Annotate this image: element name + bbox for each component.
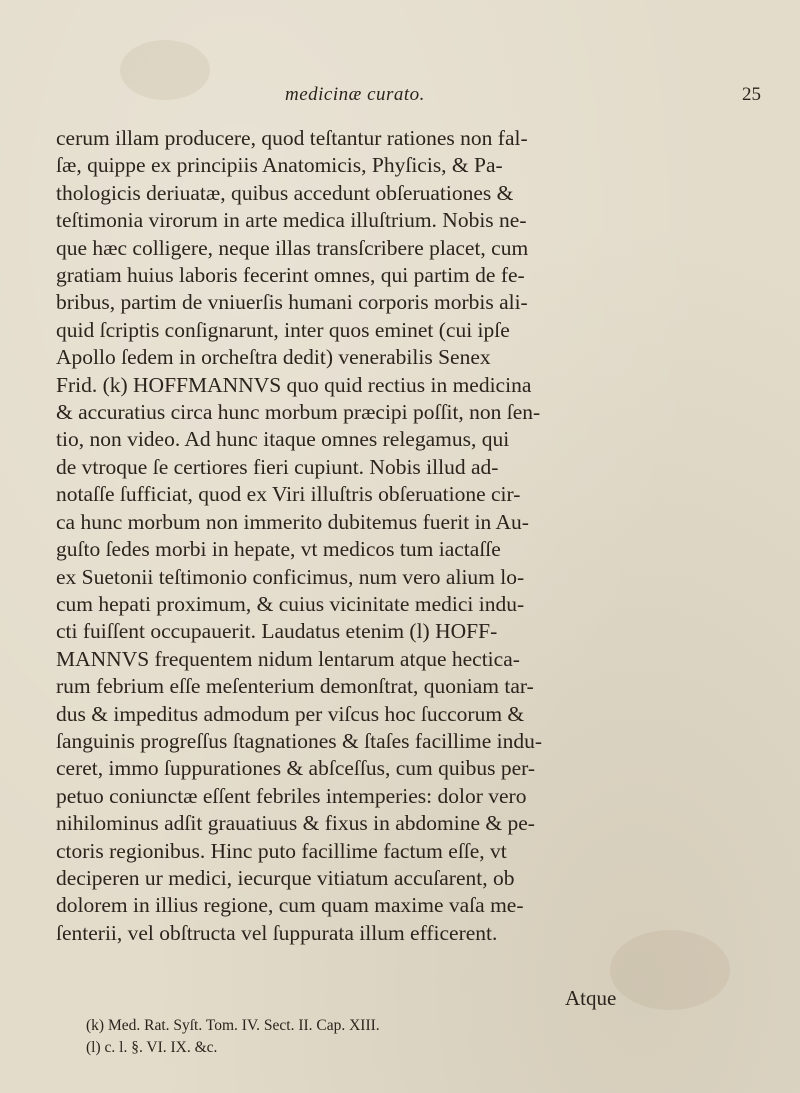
text-line: gratiam huius laboris fecerint omnes, qui partim de fe- <box>56 263 525 288</box>
text-line: thologicis deriuatæ, quibus accedunt obſeruationes & <box>56 180 514 205</box>
text-line: deciperen ur medici, iecurque vitiatum accuſarent, ob <box>56 865 515 890</box>
text-line: ſenterii, vel obſtructa vel ſuppurata illum efficerent. <box>56 920 498 945</box>
running-head <box>0 80 800 110</box>
text-line: MANNVS frequentem nidum lentarum atque hecticа- <box>56 646 520 671</box>
text-line: ex Suetonii teſtimonio conficimus, num vero alium lo- <box>56 564 525 589</box>
text-line: cti fuiſſent occupauerit. Laudatus etenim (l) HOFF- <box>56 619 498 644</box>
text-line: cerum illam producere, quod teſtantur rationes non fal- <box>56 126 528 150</box>
text-line: ctoris regionibus. Hinc puto facillime factum eſſe, vt <box>56 838 507 863</box>
text-line: que hæc colligere, neque illas transſcribere placet, cum <box>56 235 529 260</box>
footnotes <box>86 1015 380 1059</box>
text-line: teſtimonia virorum in arte medica illuſtrium. Nobis ne- <box>56 208 527 233</box>
text-line: guſto ſedes morbi in hepate, vt medicos tum iactaſſe <box>56 537 501 562</box>
running-title: medicinæ curato. <box>285 84 425 105</box>
text-line: & accuratius circa hunc morbum præcipi poſſit, non ſen- <box>56 400 541 425</box>
text-line: ceret, immo ſuppurationes & abſceſſus, cum quibus per- <box>56 756 536 781</box>
text-line: nihilominus adſit grauatiuus & fixus in abdomine & pe- <box>56 811 535 836</box>
text-line: ca hunc morbum non immerito dubitemus fuerit in Au- <box>56 509 529 534</box>
text-line: dolorem in illius regione, cum quam maxime vaſa me- <box>56 893 524 918</box>
text-line: bribus, partim de vniuerſis humani corporis morbis ali- <box>56 290 528 315</box>
body-text <box>56 125 656 947</box>
text-line: quid ſcriptis conſignarunt, inter quos eminet (cui ipſe <box>56 317 510 342</box>
footnote: (l) c. l. §. VI. IX. &c. <box>86 1039 218 1056</box>
text-line: ſanguinis progreſſus ſtagnationes & ſtaſes facillime indu- <box>56 728 543 753</box>
footnote: (k) Med. Rat. Syſt. Tom. IV. Sect. II. Cap. XIII. <box>86 1017 380 1034</box>
text-line: rum febrium eſſe meſenterium demonſtrat, quoniam tar- <box>56 674 534 699</box>
page-number: 25 <box>742 84 761 105</box>
text-line: dus & impeditus admodum per viſcus hoc ſuccorum & <box>56 701 525 726</box>
text-line: cum hepati proximum, & cuius vicinitate medici indu- <box>56 591 525 616</box>
text-line: notaſſe ſufficiat, quod ex Viri illuſtris obſeruatione cir- <box>56 482 521 507</box>
text-line: tio, non video. Ad hunc itaque omnes relegamus, qui <box>56 427 510 452</box>
catchword: Atque <box>565 986 617 1010</box>
text-line: petuo coniunctæ eſſent febriles intemperies: dolor vero <box>56 783 527 808</box>
text-line: ſæ, quippe ex principiis Anatomicis, Phyſicis, & Pa- <box>56 153 503 178</box>
text-line: Apollo ſedem in orcheſtra dedit) venerabilis Senex <box>56 345 491 370</box>
text-line: de vtroque ſe certiores fieri cupiunt. Nobis illud ad- <box>56 454 499 479</box>
text-line: Frid. (k) HOFFMANNVS quo quid rectius in medicina <box>56 372 532 397</box>
